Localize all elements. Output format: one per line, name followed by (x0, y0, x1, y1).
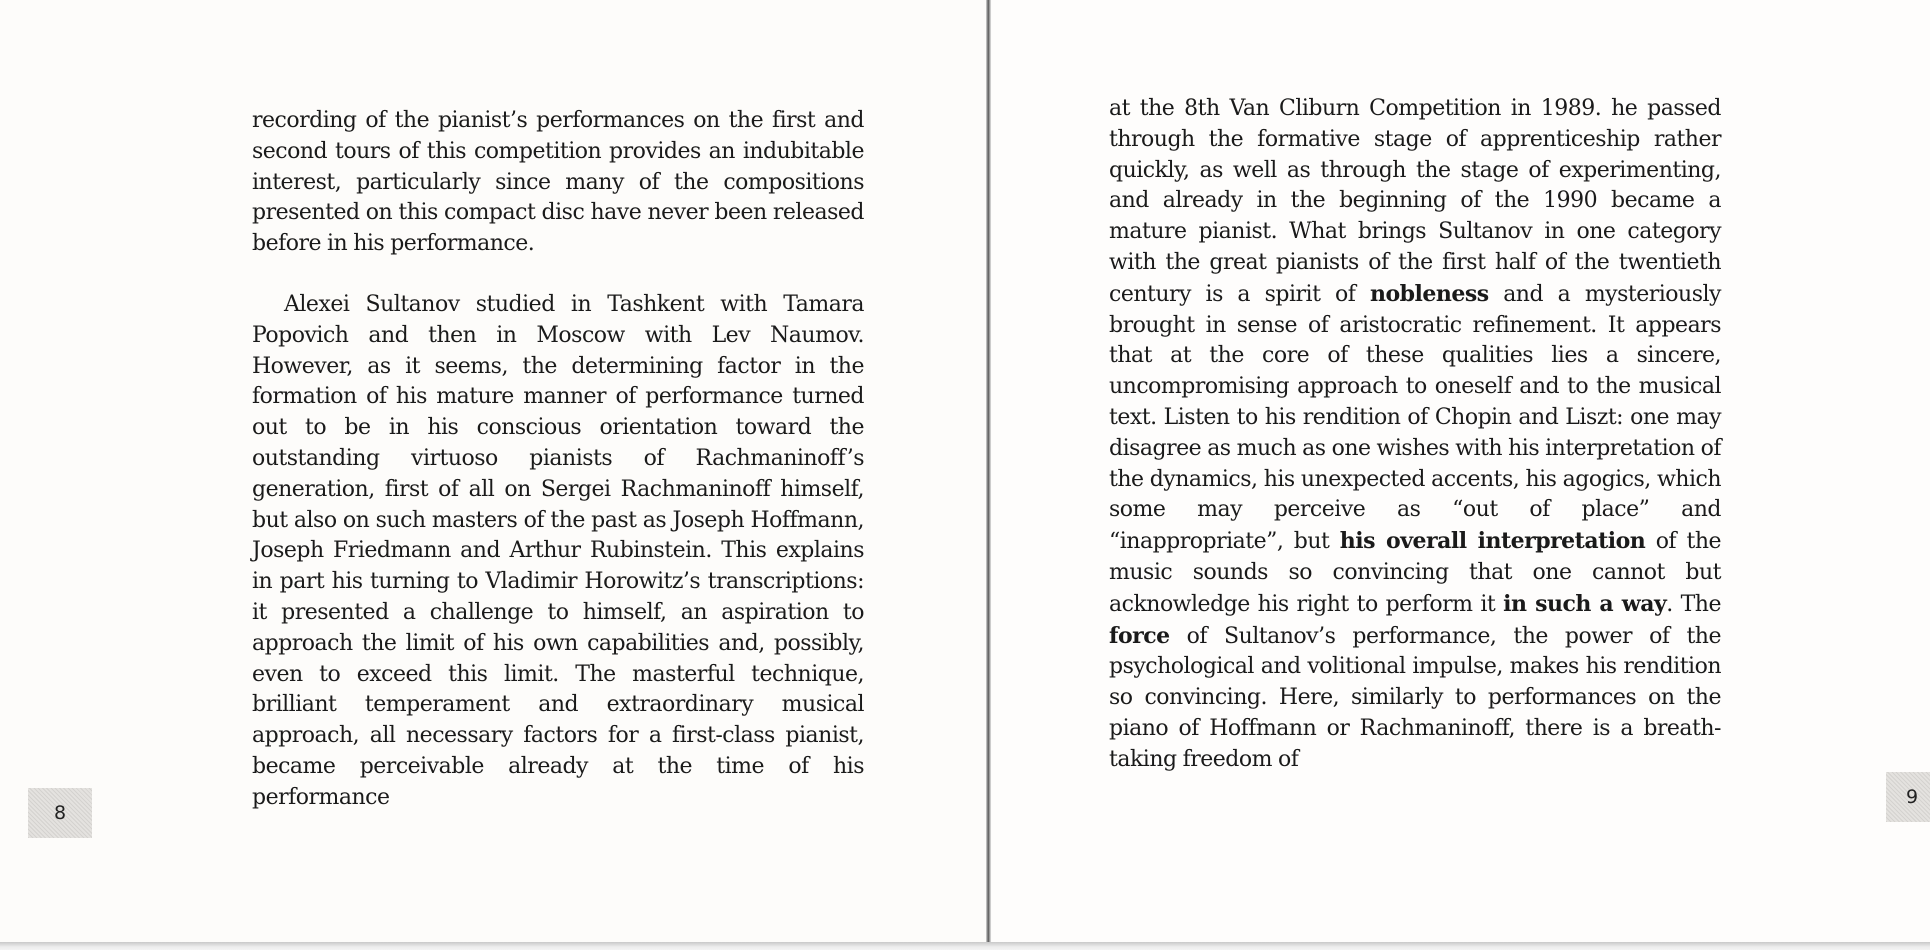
right-text-segment-3: of the music sounds so convincing that one cannot but acknowledge his right to perform it (1109, 529, 1722, 617)
bold-nobleness: nobleness (1369, 280, 1489, 307)
page-number-left: 8 (28, 788, 92, 838)
left-paragraph-2: Alexei Sultanov studied in Tashkent with Tamara Popovich and then in Moscow with Lev Naumov. However, as it seems, the determining factor in the formation of his mature manner of performance turned out to be in his conscious orientation toward the outstanding virtuoso pianists of Rachmaninoff’s generation, first of all on Sergei Rachmaninoff himself, but also on such masters of the past as Joseph Hoffmann, Joseph Friedmann and Arthur Rubinstein. This explains in part his turning to Vladimir Horowitz’s transcriptions: it presented a challenge to himself, an aspiration to approach the limit of his own capabilities and, possibly, even to exceed this limit. The masterful technique, brilliant temperament and extraordinary musical approach, all necessary factors for a first-class pianist, became perceivable already at the time of his performance (252, 292, 864, 810)
bold-force: force (1109, 622, 1170, 649)
page-number-right: 9 (1886, 772, 1930, 822)
page-bottom-edge (0, 942, 1930, 950)
right-text-segment-1: at the 8th Van Cliburn Competition in 1989. he passed through the formative stage of apprenticeship rather quickly, as well as through the stage of experimenting, and already in the beginning of the 1990 became a mature pianist. What brings Sultanov in one category with the great pianists of the first half of the twentieth century is a spirit of (1109, 96, 1721, 307)
bold-overall-interpretation: his overall interpretation (1339, 528, 1646, 555)
bold-in-such-a-way: in such a way (1503, 590, 1667, 617)
book-gutter (986, 0, 991, 945)
right-text-segment-4: . The (1666, 591, 1721, 617)
right-page (992, 0, 1930, 945)
left-paragraph-1: recording of the pianist’s performances on the first and second tours of this competition provides an indubitable interest, particularly since many of the compositions presented on this compact disc have never been released before in his performance. (252, 108, 864, 257)
right-text-segment-5: of Sultanov’s performance, the power of the psychological and volitional impulse, makes his rendition so convincing. Here, similarly to performances on the piano of Hoffmann or Rachmaninoff, there is a breath-taking freedom of (1109, 623, 1721, 772)
right-text-segment-2: and a mysteriously brought in sense of aristocratic refinement. It appears that at the core of these qualities lies a sincere, uncompromising approach to oneself and to the musical text. Listen to his rendition of Chopin and Liszt: one may disagree as much as one wishes with his interpretation of the dynamics, his unexpected accents, his agogics, which some may perceive as “out of place” and “inappropriate”, but (1109, 281, 1721, 555)
right-paragraph (1109, 94, 1721, 776)
